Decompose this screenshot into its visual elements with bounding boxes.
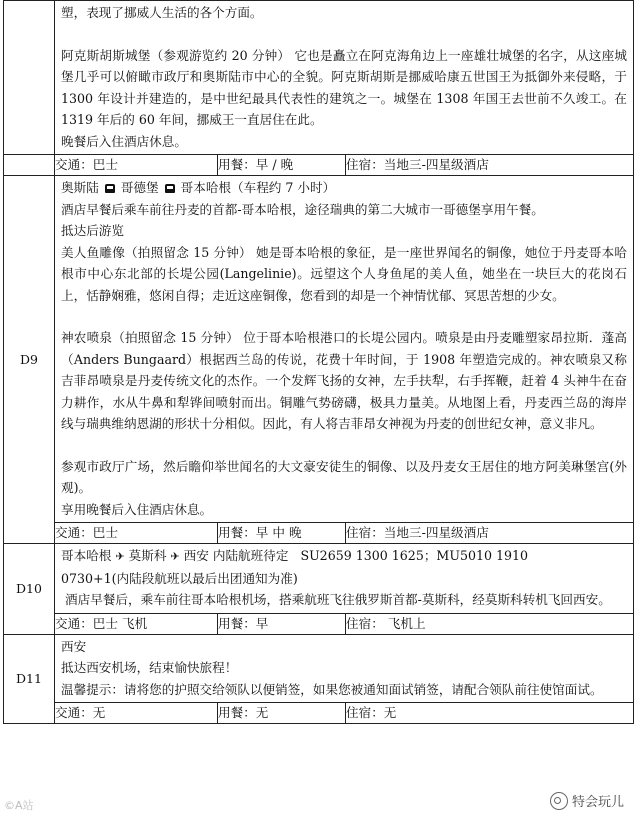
d10-meals: 用餐：早 xyxy=(218,613,346,634)
d11-l3: 温馨提示：请将您的护照交给领队以便销签，如果您被通知面试销签，请配合领队前往使馆面试。 xyxy=(61,681,603,697)
d10-day-label: D10 xyxy=(4,544,55,635)
d9-content xyxy=(55,176,634,523)
d9-p2: 抵达后游览 xyxy=(61,223,124,238)
bus-icon xyxy=(105,184,115,193)
d10-route: 哥本哈根 ✈ 莫斯科 ✈ 西安 内陆航班待定 SU2659 1300 1625；MU5010 1910 xyxy=(61,548,529,563)
d11-meta-row xyxy=(4,703,634,724)
d10-content xyxy=(55,544,634,614)
d11-day-label: D11 xyxy=(4,634,55,724)
d11-lodging: 住宿：无 xyxy=(346,703,634,724)
d9-mermaid: 美人鱼雕像（拍照留念 15 分钟） 她是哥本哈根的象征，是一座世界闻名的铜像，她位于丹麦哥本哈根市中心东北部的长堤公园(Langelinie)。远望这个人身鱼尾的美人鱼，她坐在一块巨大的花岗石上，恬静娴雅，悠闲自得；走近这座铜像，您看到的却是一个神情忧郁、冥思苦想的少女。 xyxy=(61,244,628,303)
d8-content xyxy=(55,1,634,155)
d10-flights: SU2659 1300 1625；MU5010 1910 xyxy=(300,548,529,563)
bus-icon xyxy=(165,184,175,193)
d8-evening: 晚餐后入住酒店休息。 xyxy=(61,133,187,149)
d11-l2: 抵达西安机场，结束愉快旅程！ xyxy=(61,660,238,675)
d10-p1: 酒店早餐后，乘车前往哥本哈根机场，搭乘航班飞往俄罗斯首都-莫斯科，经莫斯科转机飞回西安。 xyxy=(65,592,611,607)
d10-line2: 0730+1(内陆段航班以最后出团通知为准) xyxy=(61,570,298,586)
d8-content-row xyxy=(4,1,634,155)
d11-content xyxy=(55,634,634,703)
d9-day-label: D9 xyxy=(4,176,55,544)
d9-p1: 酒店早餐后乘车前往丹麦的首都-哥本哈根，途径瑞典的第二大城市一哥德堡享用午餐。 xyxy=(61,201,544,217)
d11-l1: 西安 xyxy=(61,638,87,654)
d9-gefion-fountain: 神农喷泉（拍照留念 15 分钟） 位于哥本哈根港口的长堤公园内。喷泉是由丹麦雕塑家昂拉斯．蓬高（Anders Bungaard）根据西兰岛的传说，花费十年时间，于 1908 年塑造完成的。神农喷泉又称吉菲昂喷泉是丹麦传统文化的杰作。一个发辉飞扬的女神，左手扶犁，右手挥鞭，赶着 4 头神牛在奋力耕作，水从牛鼻和犁铧间喷射而出。铜雕气势磅礴，极具力量美。从地图上看，丹麦西兰岛的海岸线与瑞典维纳恩湖的形状十分相似。因此，有人将吉菲昂女神视为丹麦的创世纪女神，意义非凡。 xyxy=(61,330,628,431)
d9-meals: 用餐：早 中 晚 xyxy=(218,523,346,544)
d11-content-row xyxy=(4,634,634,703)
d8-transport: 交通：巴士 xyxy=(55,155,218,176)
d11-transport: 交通：无 xyxy=(55,703,218,724)
d8-meta-row xyxy=(4,155,634,176)
d9-route: 奥斯陆 哥德堡 哥本哈根（车程约 7 小时） xyxy=(61,180,336,195)
d8-akershus-para: 阿克斯胡斯城堡（参观游览约 20 分钟） 它也是矗立在阿克海角边上一座雄壮城堡的名字，从这座城堡几乎可以俯瞰市政厅和奥斯陆市中心的全貌。阿克斯胡斯是挪威哈康五世国王为抵御外来侵略，于 1300 年设计并建造的，是中世纪最具代表性的建筑之一。城堡在 1308 年国王去世前不久竣工。在 1319 年后的 60 年间，挪威王一直居住在此。 xyxy=(61,47,628,127)
airplane-icon: ✈ xyxy=(170,550,180,563)
d10-content-row xyxy=(4,544,634,614)
d8-lodging: 住宿：当地三-四星级酒店 xyxy=(346,155,634,176)
d8-day-cell xyxy=(4,1,55,155)
d10-transport: 交通：巴士 飞机 xyxy=(55,613,218,634)
d10-lodging: 住宿： 飞机上 xyxy=(346,613,634,634)
d9-content-row xyxy=(4,176,634,523)
airplane-icon: ✈ xyxy=(115,550,125,563)
d9-city-hall: 参观市政厅广场，然后瞻仰举世闻名的大文豪安徒生的铜像、以及丹麦女王居住的地方阿美琳堡宫(外观)。 xyxy=(61,458,628,495)
d11-meals: 用餐：无 xyxy=(218,703,346,724)
itinerary-table xyxy=(3,0,634,724)
wechat-account-icon xyxy=(550,792,568,810)
d10-meta-row xyxy=(4,613,634,634)
d9-meta-row xyxy=(4,523,634,544)
watermark-right: 特会玩儿 xyxy=(548,791,626,810)
d8-meals: 用餐：早 / 晚 xyxy=(218,155,346,176)
d9-lodging: 住宿：当地三-四星级酒店 xyxy=(346,523,634,544)
d9-evening: 享用晚餐后入住酒店休息。 xyxy=(61,501,213,517)
d9-transport: 交通：巴士 xyxy=(55,523,218,544)
watermark-left: ©A站 xyxy=(4,799,34,812)
d8-line1: 塑，表现了挪威人生活的各个方面。 xyxy=(61,5,263,20)
